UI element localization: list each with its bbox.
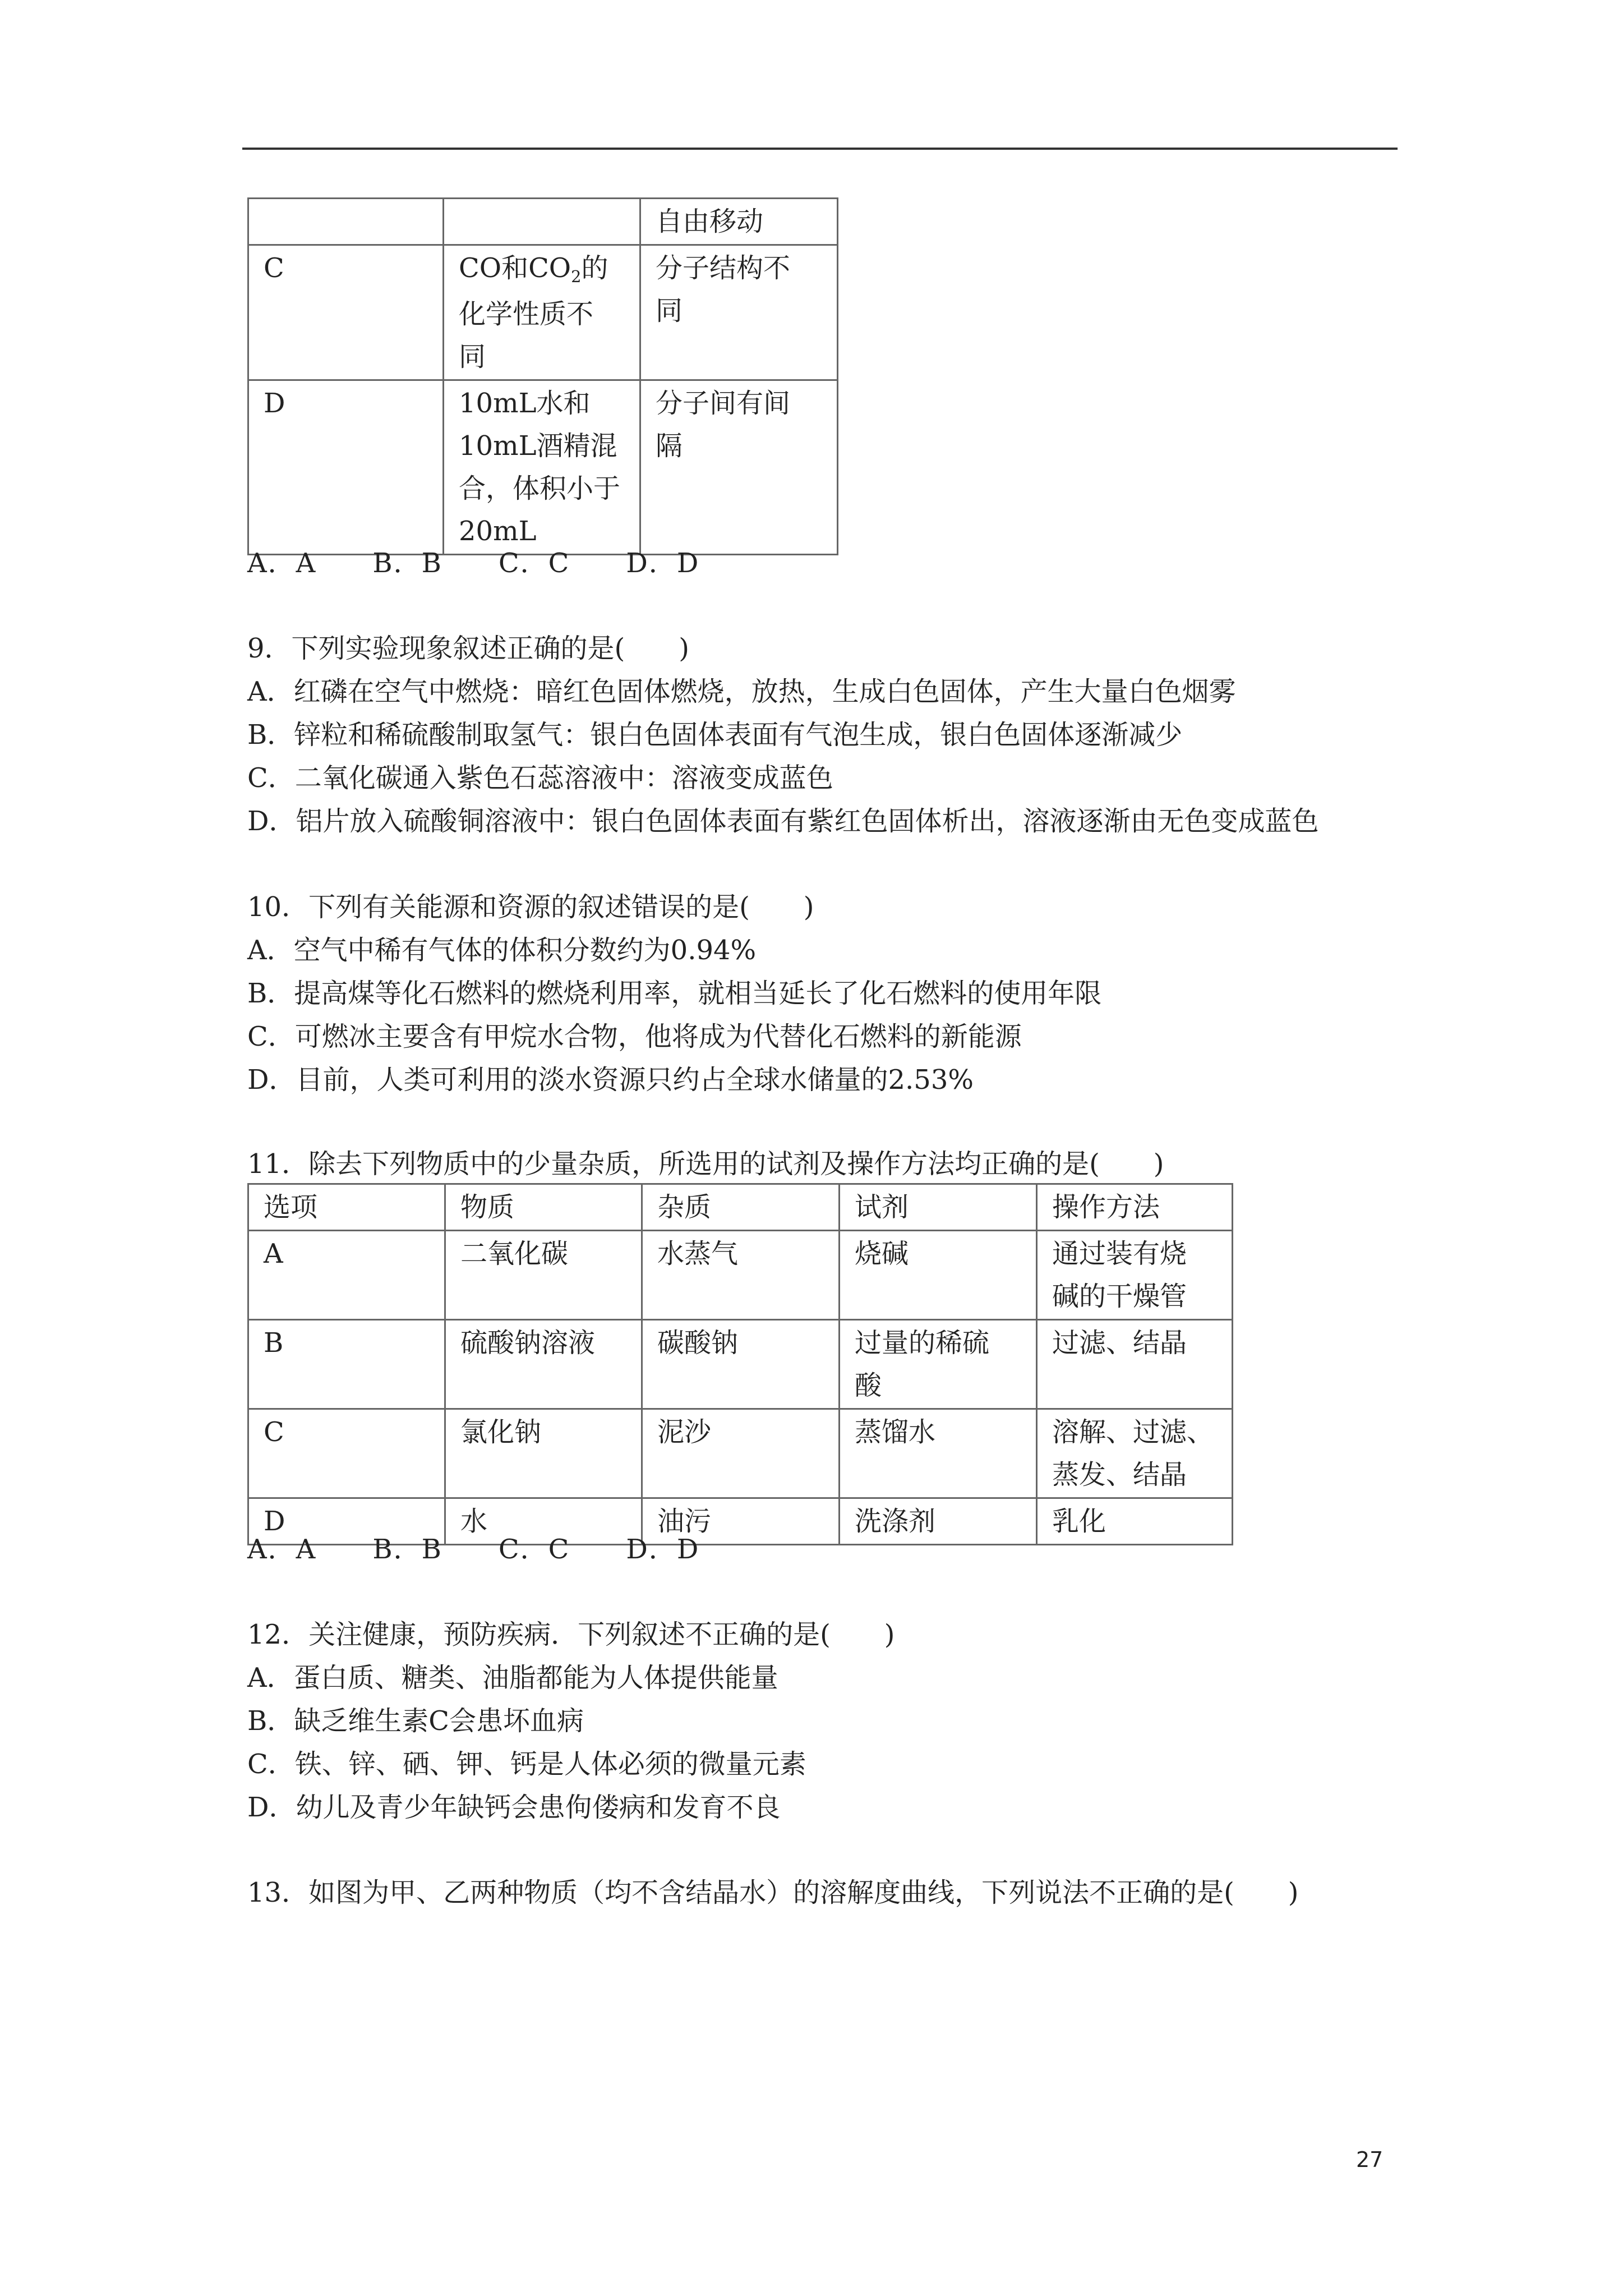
table-header-cell: 选项 (248, 1184, 445, 1231)
q9-option-c: C．二氧化碳通入紫色石蕊溶液中：溶液变成蓝色 (247, 762, 833, 794)
table-cell: 自由移动 (640, 199, 838, 245)
table-row (248, 1231, 1233, 1320)
table-row (248, 380, 838, 555)
q12-stem: 12．关注健康，预防疾病．下列叙述不正确的是( ) (247, 1619, 895, 1650)
table-row (248, 1320, 1233, 1409)
table-cell: 泥沙 (642, 1409, 840, 1498)
table-cell (444, 199, 640, 245)
table-cell: 分子间有间 隔 (640, 380, 838, 555)
table-header-cell: 杂质 (642, 1184, 840, 1231)
table-cell: D (248, 1498, 445, 1545)
table-cell: B (248, 1320, 445, 1409)
q10-option-d: D．目前，人类可利用的淡水资源只约占全球水储量的2.53% (247, 1064, 974, 1096)
table-cell: 通过装有烧 碱的干燥管 (1037, 1231, 1233, 1320)
q10-option-b: B．提高煤等化石燃料的燃烧利用率，就相当延长了化石燃料的使用年限 (247, 978, 1102, 1009)
table-cell: 硫酸钠溶液 (445, 1320, 642, 1409)
table-cell: 水 (445, 1498, 642, 1545)
q11-choices: A．A B．B C．C D．D (247, 1534, 700, 1565)
table-cell: 溶解、过滤、 蒸发、结晶 (1037, 1409, 1233, 1498)
q8-table (247, 197, 838, 555)
q11-stem: 11．除去下列物质中的少量杂质，所选用的试剂及操作方法均正确的是( ) (247, 1148, 1164, 1180)
table-cell: 蒸馏水 (840, 1409, 1037, 1498)
table-cell: C (248, 245, 444, 380)
table-cell: 烧碱 (840, 1231, 1037, 1320)
table-header-cell: 操作方法 (1037, 1184, 1233, 1231)
q12-option-d: D．幼儿及青少年缺钙会患佝偻病和发育不良 (247, 1792, 781, 1823)
table-row (248, 245, 838, 380)
table-cell: 洗涤剂 (840, 1498, 1037, 1545)
table-row (248, 1409, 1233, 1498)
table-header-cell: 物质 (445, 1184, 642, 1231)
table-cell: 过滤、结晶 (1037, 1320, 1233, 1409)
table-cell: 碳酸钠 (642, 1320, 840, 1409)
q9-stem: 9．下列实验现象叙述正确的是( ) (247, 633, 689, 664)
table-header-cell: 试剂 (840, 1184, 1037, 1231)
q8-choices: A．A B．B C．C D．D (247, 547, 700, 579)
q12-option-c: C．铁、锌、硒、钾、钙是人体必须的微量元素 (247, 1749, 806, 1780)
table-row (248, 199, 838, 245)
table-cell: C (248, 1409, 445, 1498)
q9-option-a: A．红磷在空气中燃烧：暗红色固体燃烧，放热，生成白色固体，产生大量白色烟雾 (247, 676, 1236, 707)
table-cell (248, 199, 444, 245)
q11-table (247, 1183, 1233, 1545)
q12-option-b: B．缺乏维生素C会患坏血病 (247, 1705, 584, 1737)
table-cell: 二氧化碳 (445, 1231, 642, 1320)
table-cell: CO和$CO_2$的 化学性质不 同 (444, 245, 640, 380)
page-number: 27 (1356, 2147, 1384, 2172)
table-cell: 乳化 (1037, 1498, 1233, 1545)
table-header-row (248, 1184, 1233, 1231)
table-cell: D (248, 380, 444, 555)
q10-option-c: C．可燃冰主要含有甲烷水合物，他将成为代替化石燃料的新能源 (247, 1021, 1022, 1052)
table-cell: 分子结构不 同 (640, 245, 838, 380)
q13-stem: 13．如图为甲、乙两种物质（均不含结晶水）的溶解度曲线，下列说法不正确的是( ) (247, 1877, 1299, 1908)
table-cell: 10mL水和 10mL酒精混 合，体积小于 20mL (444, 380, 640, 555)
q12-option-a: A．蛋白质、糖类、油脂都能为人体提供能量 (247, 1662, 778, 1694)
table-cell: 油污 (642, 1498, 840, 1545)
table-cell: 过量的稀硫 酸 (840, 1320, 1037, 1409)
q9-option-b: B．锌粒和稀硫酸制取氢气：银白色固体表面有气泡生成，银白色固体逐渐减少 (247, 719, 1183, 751)
q10-stem: 10．下列有关能源和资源的叙述错误的是( ) (247, 891, 814, 923)
q10-option-a: A．空气中稀有气体的体积分数约为0.94% (247, 935, 757, 966)
table-cell: 氯化钠 (445, 1409, 642, 1498)
q9-option-d: D．铝片放入硫酸铜溶液中：银白色固体表面有紫红色固体析出，溶液逐渐由无色变成蓝色 (247, 806, 1319, 837)
table-cell: 水蒸气 (642, 1231, 840, 1320)
table-cell: A (248, 1231, 445, 1320)
header-rule (242, 148, 1398, 150)
